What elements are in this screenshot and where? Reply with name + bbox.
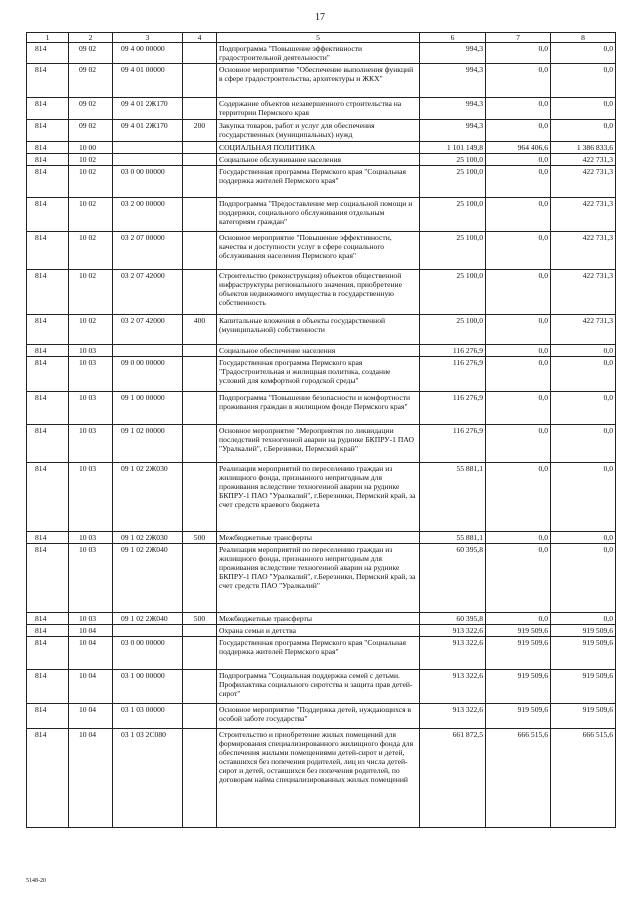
amount-col8: 422 731,3 (551, 166, 616, 198)
section-code: 10 04 (69, 637, 113, 670)
item-name: Содержание объектов незавершенного строительства на территории Пермского края (217, 98, 420, 120)
amount-col6: 913 322,6 (420, 637, 486, 670)
amount-col6: 60 395,8 (420, 613, 486, 625)
department-code: 814 (27, 154, 69, 166)
target-article-code: 03 1 00 00000 (113, 670, 183, 704)
column-number: 7 (486, 33, 551, 43)
amount-col7: 0,0 (486, 166, 551, 198)
amount-col8: 422 731,3 (551, 315, 616, 345)
expense-type-code (183, 463, 217, 532)
expense-type-code (183, 392, 217, 425)
section-code: 10 02 (69, 166, 113, 198)
amount-col6: 1 101 149,8 (420, 142, 486, 154)
item-name: Государственная программа Пермского края "Градостроительная и жилищная политика, создание условий для комфортной городской среды" (217, 357, 420, 392)
amount-col6: 994,3 (420, 120, 486, 142)
table-row (27, 232, 616, 270)
item-name: Основное мероприятие "Обеспечение выполнения функций в сфере градостроительства, архитектуры и ЖКХ" (217, 64, 420, 98)
target-article-code: 03 2 07 00000 (113, 232, 183, 270)
section-code: 10 04 (69, 704, 113, 729)
section-code: 09 02 (69, 64, 113, 98)
item-name: СОЦИАЛЬНАЯ ПОЛИТИКА (217, 142, 420, 154)
amount-col6: 116 276,9 (420, 425, 486, 463)
column-number-row (27, 33, 616, 43)
expense-type-code (183, 670, 217, 704)
item-name: Государственная программа Пермского края "Социальная поддержка жителей Пермского края" (217, 166, 420, 198)
amount-col7: 0,0 (486, 613, 551, 625)
amount-col8: 919 509,6 (551, 670, 616, 704)
table-row (27, 625, 616, 637)
target-article-code: 09 1 02 00000 (113, 425, 183, 463)
item-name: Межбюджетные трансферты (217, 532, 420, 544)
amount-col6: 116 276,9 (420, 357, 486, 392)
table-row (27, 166, 616, 198)
target-article-code: 03 2 07 42000 (113, 315, 183, 345)
item-name: Государственная программа Пермского края "Социальная поддержка жителей Пермского края" (217, 637, 420, 670)
amount-col6: 55 881,1 (420, 532, 486, 544)
table-row (27, 532, 616, 544)
expense-type-code (183, 637, 217, 670)
department-code: 814 (27, 425, 69, 463)
amount-col7: 964 406,6 (486, 142, 551, 154)
amount-col7: 0,0 (486, 232, 551, 270)
department-code: 814 (27, 315, 69, 345)
amount-col8: 0,0 (551, 98, 616, 120)
item-name: Основное мероприятие "Поддержка детей, нуждающихся в особой заботе государства" (217, 704, 420, 729)
amount-col6: 116 276,9 (420, 345, 486, 357)
item-name: Основное мероприятие "Повышение эффективности, качества и доступности услуг в сфере социального обслуживания населения Пермского края" (217, 232, 420, 270)
amount-col7: 0,0 (486, 425, 551, 463)
expense-type-code (183, 544, 217, 613)
item-name: Подпрограмма "Предоставление мер социальной помощи и поддержки, социального обслуживания отдельным категориям граждан" (217, 198, 420, 232)
amount-col7: 919 509,6 (486, 704, 551, 729)
department-code: 814 (27, 166, 69, 198)
department-code: 814 (27, 43, 69, 64)
expense-type-code (183, 425, 217, 463)
expense-type-code (183, 345, 217, 357)
item-name: Строительство и приобретение жилых помещений для формирования специализированного жилищного фонда для обеспечения жилыми помещениями детей-сирот и детей, оставшихся без попечения родителей, лиц из числа детей-сирот и детей, оставшихся без попечения родителей, по договорам найма специализированных жилых помещений (217, 729, 420, 828)
amount-col8: 0,0 (551, 425, 616, 463)
amount-col8: 422 731,3 (551, 270, 616, 315)
amount-col6: 116 276,9 (420, 392, 486, 425)
column-number: 3 (113, 33, 183, 43)
section-code: 10 03 (69, 544, 113, 613)
amount-col6: 913 322,6 (420, 670, 486, 704)
amount-col7: 919 509,6 (486, 625, 551, 637)
amount-col6: 25 100,0 (420, 232, 486, 270)
target-article-code (113, 625, 183, 637)
department-code: 814 (27, 625, 69, 637)
department-code: 814 (27, 345, 69, 357)
column-number: 4 (183, 33, 217, 43)
target-article-code (113, 154, 183, 166)
amount-col8: 0,0 (551, 345, 616, 357)
amount-col6: 25 100,0 (420, 270, 486, 315)
table-row (27, 142, 616, 154)
expense-type-code (183, 142, 217, 154)
amount-col7: 919 509,6 (486, 637, 551, 670)
amount-col8: 0,0 (551, 613, 616, 625)
target-article-code (113, 345, 183, 357)
section-code: 09 02 (69, 43, 113, 64)
section-code: 10 03 (69, 463, 113, 532)
expense-type-code (183, 198, 217, 232)
expense-type-code (183, 704, 217, 729)
expense-type-code (183, 98, 217, 120)
table-row (27, 637, 616, 670)
table-row (27, 613, 616, 625)
amount-col6: 25 100,0 (420, 315, 486, 345)
column-number: 1 (27, 33, 69, 43)
expense-type-code: 200 (183, 120, 217, 142)
target-article-code: 09 4 01 00000 (113, 64, 183, 98)
table-row (27, 120, 616, 142)
amount-col8: 0,0 (551, 357, 616, 392)
amount-col8: 422 731,3 (551, 198, 616, 232)
table-row (27, 43, 616, 64)
item-name: Социальное обслуживание населения (217, 154, 420, 166)
expense-type-code (183, 270, 217, 315)
section-code: 10 03 (69, 425, 113, 463)
target-article-code: 03 2 07 42000 (113, 270, 183, 315)
table-row (27, 392, 616, 425)
item-name: Капитальные вложения в объекты государственной (муниципальной) собственности (217, 315, 420, 345)
column-number: 5 (217, 33, 420, 43)
department-code: 814 (27, 232, 69, 270)
amount-col8: 919 509,6 (551, 704, 616, 729)
amount-col6: 994,3 (420, 98, 486, 120)
table-row (27, 463, 616, 532)
amount-col6: 913 322,6 (420, 704, 486, 729)
item-name: Охрана семьи и детства (217, 625, 420, 637)
amount-col8: 422 731,3 (551, 154, 616, 166)
section-code: 10 02 (69, 232, 113, 270)
amount-col7: 0,0 (486, 198, 551, 232)
amount-col8: 666 515,6 (551, 729, 616, 828)
target-article-code: 09 1 02 2Ж040 (113, 613, 183, 625)
amount-col6: 994,3 (420, 64, 486, 98)
amount-col7: 0,0 (486, 154, 551, 166)
table-row (27, 345, 616, 357)
target-article-code: 09 1 00 00000 (113, 392, 183, 425)
expense-type-code (183, 166, 217, 198)
amount-col7: 0,0 (486, 392, 551, 425)
table-row (27, 425, 616, 463)
expense-type-code (183, 357, 217, 392)
target-article-code: 09 1 02 2Ж040 (113, 544, 183, 613)
section-code: 10 02 (69, 315, 113, 345)
section-code: 10 03 (69, 532, 113, 544)
target-article-code: 03 1 03 00000 (113, 704, 183, 729)
amount-col7: 0,0 (486, 64, 551, 98)
section-code: 10 03 (69, 345, 113, 357)
department-code: 814 (27, 98, 69, 120)
amount-col7: 0,0 (486, 98, 551, 120)
amount-col7: 0,0 (486, 345, 551, 357)
item-name: Основное мероприятие "Мероприятия по ликвидации последствий техногенной аварии на руднике БКПРУ-1 ПАО "Уралкалий", г.Березники, Пермский край" (217, 425, 420, 463)
expense-type-code: 500 (183, 613, 217, 625)
department-code: 814 (27, 613, 69, 625)
amount-col7: 0,0 (486, 270, 551, 315)
department-code: 814 (27, 532, 69, 544)
expense-type-code: 400 (183, 315, 217, 345)
department-code: 814 (27, 704, 69, 729)
department-code: 814 (27, 729, 69, 828)
amount-col8: 0,0 (551, 64, 616, 98)
section-code: 10 02 (69, 198, 113, 232)
target-article-code: 03 2 00 00000 (113, 198, 183, 232)
section-code: 10 03 (69, 613, 113, 625)
amount-col7: 0,0 (486, 120, 551, 142)
column-number: 8 (551, 33, 616, 43)
department-code: 814 (27, 463, 69, 532)
target-article-code: 03 0 00 00000 (113, 637, 183, 670)
amount-col8: 0,0 (551, 544, 616, 613)
amount-col8: 0,0 (551, 532, 616, 544)
table-row (27, 98, 616, 120)
table-row (27, 64, 616, 98)
amount-col6: 661 872,5 (420, 729, 486, 828)
item-name: Подпрограмма "Социальная поддержка семей с детьми. Профилактика социального сиротства и защита прав детей-сирот" (217, 670, 420, 704)
amount-col6: 913 322,6 (420, 625, 486, 637)
item-name: Реализация мероприятий по переселению граждан из жилищного фонда, признанного непригодным для проживания вследствие техногенной аварии на руднике БКПРУ-1 ПАО "Уралкалий", г.Березники, Пермский край, за счет средств краевого бюджета (217, 463, 420, 532)
amount-col7: 0,0 (486, 357, 551, 392)
amount-col8: 0,0 (551, 120, 616, 142)
table-row (27, 315, 616, 345)
department-code: 814 (27, 198, 69, 232)
department-code: 814 (27, 270, 69, 315)
amount-col7: 919 509,6 (486, 670, 551, 704)
expense-type-code: 500 (183, 532, 217, 544)
amount-col6: 25 100,0 (420, 166, 486, 198)
item-name: Социальное обеспечение населения (217, 345, 420, 357)
item-name: Закупка товаров, работ и услуг для обеспечения государственных (муниципальных) нужд (217, 120, 420, 142)
section-code: 10 04 (69, 625, 113, 637)
department-code: 814 (27, 142, 69, 154)
department-code: 814 (27, 64, 69, 98)
department-code: 814 (27, 120, 69, 142)
department-code: 814 (27, 392, 69, 425)
item-name: Межбюджетные трансферты (217, 613, 420, 625)
amount-col8: 1 386 833,6 (551, 142, 616, 154)
section-code: 10 03 (69, 392, 113, 425)
footer-document-code: 5148-20 (26, 878, 46, 884)
amount-col8: 0,0 (551, 463, 616, 532)
amount-col7: 0,0 (486, 43, 551, 64)
amount-col8: 0,0 (551, 392, 616, 425)
column-number: 6 (420, 33, 486, 43)
amount-col6: 55 881,1 (420, 463, 486, 532)
target-article-code: 09 1 02 2Ж030 (113, 463, 183, 532)
section-code: 10 04 (69, 729, 113, 828)
amount-col8: 422 731,3 (551, 232, 616, 270)
amount-col7: 0,0 (486, 463, 551, 532)
item-name: Подпрограмма "Повышение безопасности и комфортности проживания граждан в жилищном фонде Пермского края" (217, 392, 420, 425)
amount-col6: 25 100,0 (420, 154, 486, 166)
item-name: Реализация мероприятий по переселению граждан из жилищного фонда, признанного непригодным для проживания вследствие техногенной аварии на руднике БКПРУ-1 ПАО "Уралкалий", г.Березники, Пермский край, за счет средств ПАО "Уралкалий" (217, 544, 420, 613)
item-name: Строительство (реконструкция) объектов общественной инфраструктуры регионального значения, приобретение объектов недвижимого имущества в государственную собственность (217, 270, 420, 315)
amount-col8: 0,0 (551, 43, 616, 64)
department-code: 814 (27, 544, 69, 613)
target-article-code: 09 4 01 2Ж170 (113, 120, 183, 142)
section-code: 10 02 (69, 270, 113, 315)
table-row (27, 198, 616, 232)
amount-col7: 0,0 (486, 532, 551, 544)
amount-col6: 994,3 (420, 43, 486, 64)
amount-col7: 666 515,6 (486, 729, 551, 828)
target-article-code (113, 142, 183, 154)
section-code: 09 02 (69, 120, 113, 142)
section-code: 10 02 (69, 154, 113, 166)
department-code: 814 (27, 670, 69, 704)
expense-type-code (183, 729, 217, 828)
amount-col8: 919 509,6 (551, 625, 616, 637)
expense-type-code (183, 64, 217, 98)
section-code: 10 00 (69, 142, 113, 154)
expense-type-code (183, 154, 217, 166)
target-article-code: 09 4 00 00000 (113, 43, 183, 64)
expense-type-code (183, 43, 217, 64)
table-row (27, 544, 616, 613)
item-name: Подпрограмма "Повышение эффективности градостроительной деятельности" (217, 43, 420, 64)
amount-col8: 919 509,6 (551, 637, 616, 670)
table-row (27, 704, 616, 729)
table-row (27, 154, 616, 166)
amount-col6: 60 395,8 (420, 544, 486, 613)
section-code: 10 04 (69, 670, 113, 704)
section-code: 09 02 (69, 98, 113, 120)
target-article-code: 09 0 00 00000 (113, 357, 183, 392)
table-row (27, 270, 616, 315)
budget-table (26, 32, 616, 828)
amount-col7: 0,0 (486, 315, 551, 345)
table-row (27, 670, 616, 704)
expense-type-code (183, 625, 217, 637)
target-article-code: 03 1 03 2С080 (113, 729, 183, 828)
target-article-code: 09 1 02 2Ж030 (113, 532, 183, 544)
target-article-code: 03 0 00 00000 (113, 166, 183, 198)
amount-col6: 25 100,0 (420, 198, 486, 232)
table-row (27, 357, 616, 392)
page-number: 17 (315, 12, 325, 23)
table-row (27, 729, 616, 828)
amount-col7: 0,0 (486, 544, 551, 613)
column-number: 2 (69, 33, 113, 43)
section-code: 10 03 (69, 357, 113, 392)
department-code: 814 (27, 357, 69, 392)
target-article-code: 09 4 01 2Ж170 (113, 98, 183, 120)
expense-type-code (183, 232, 217, 270)
department-code: 814 (27, 637, 69, 670)
